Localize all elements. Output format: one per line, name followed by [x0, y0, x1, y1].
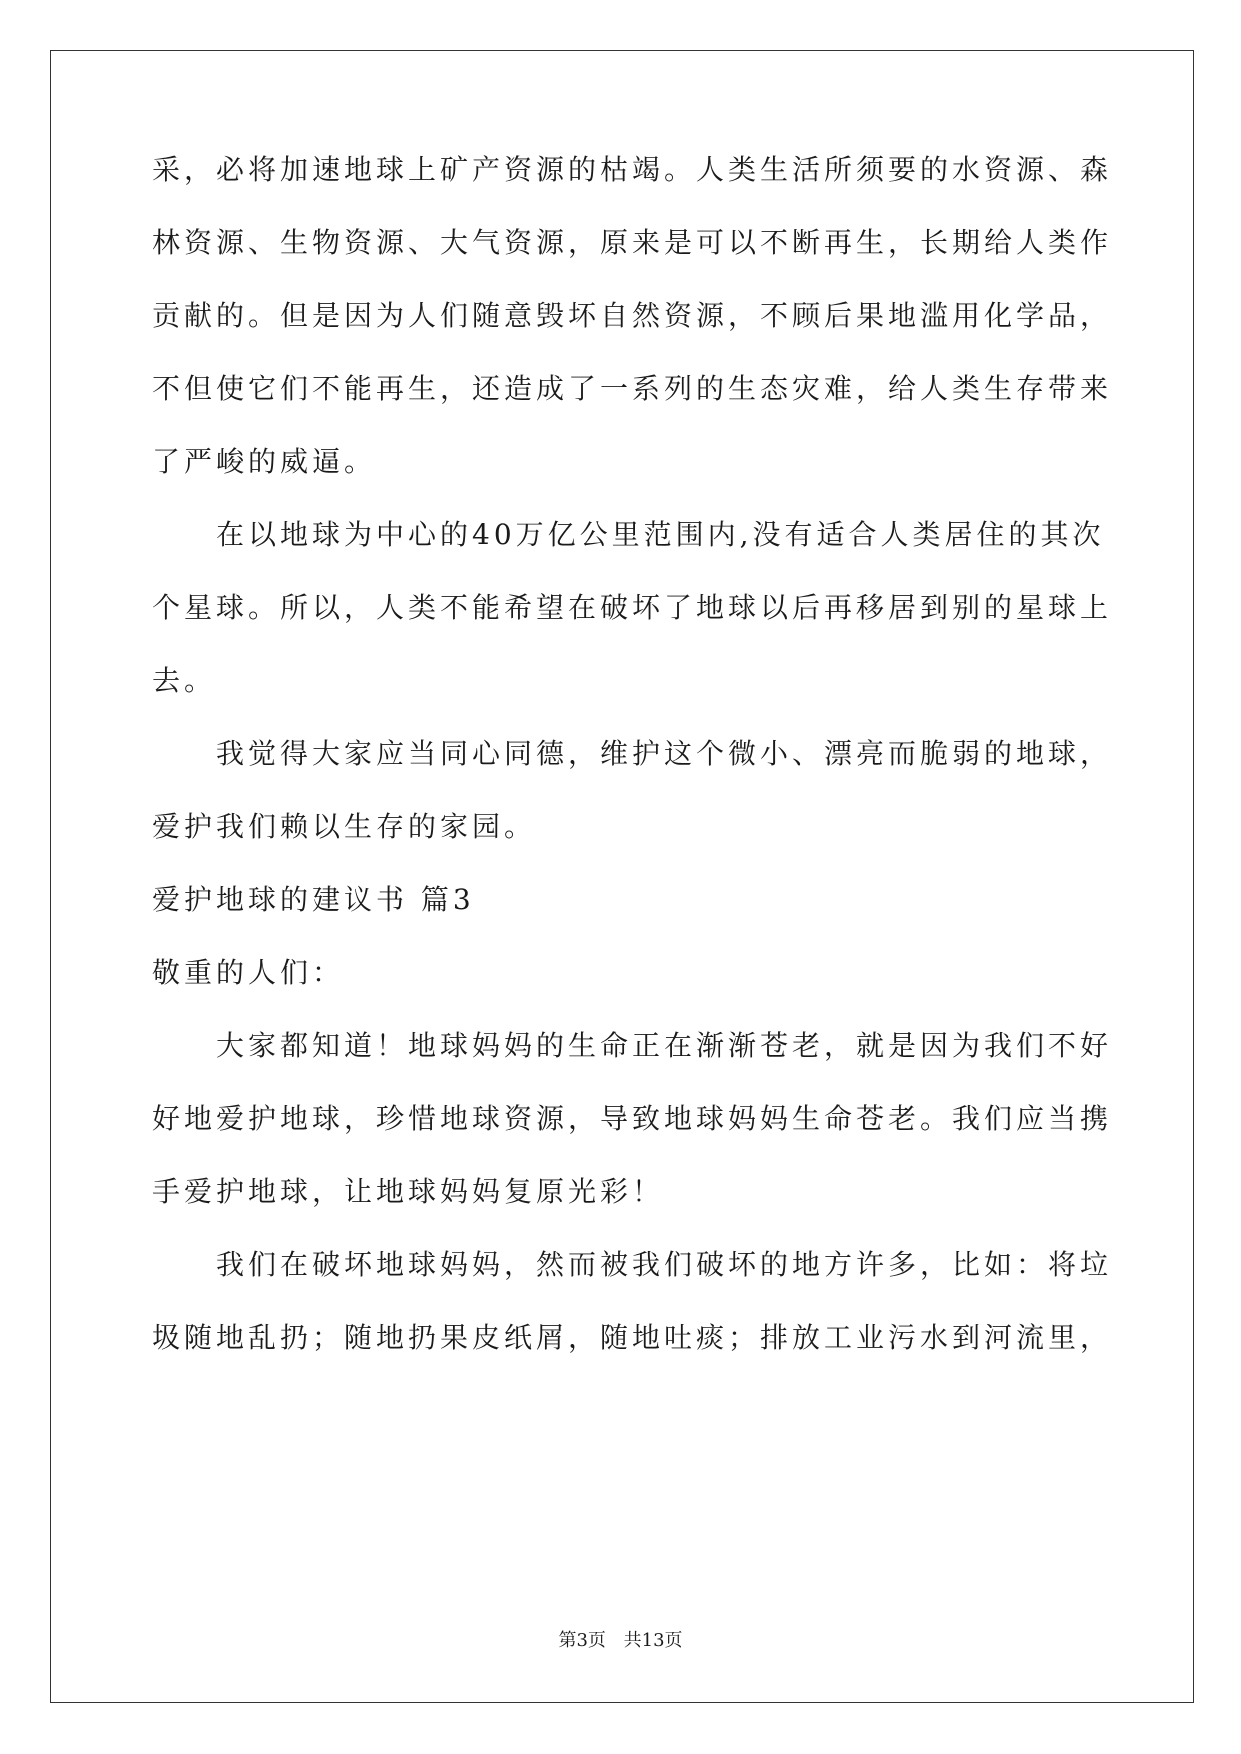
paragraph-first-line: 大家都知道！地球妈妈的生命正在渐渐苍老，就是因为我们不好: [216, 1029, 1113, 1062]
text-line: 圾随地乱扔；随地扔果皮纸屑，随地吐痰；排放工业污水到河流里，: [152, 1321, 1113, 1354]
paragraph-first-line: 我们在破坏地球妈妈，然而被我们破坏的地方许多，比如：将垃: [216, 1248, 1113, 1281]
page-number: 第3页: [558, 1630, 606, 1651]
page-total: 共13页: [623, 1630, 683, 1651]
paragraph-first-line: 我觉得大家应当同心同德，维护这个微小、漂亮而脆弱的地球，: [216, 737, 1113, 770]
text-line: 去。: [152, 664, 217, 697]
text-line: 爱护我们赖以生存的家园。: [152, 810, 537, 843]
text-line: 采，必将加速地球上矿产资源的枯竭。人类生活所须要的水资源、森: [152, 153, 1113, 186]
text-line: 个星球。所以，人类不能希望在破坏了地球以后再移居到别的星球上: [152, 591, 1113, 624]
section-heading: 爱护地球的建议书 篇3: [152, 883, 475, 916]
paragraph-first-line: 在以地球为中心的40万亿公里范围内,没有适合人类居住的其次: [216, 518, 1105, 551]
page-footer: [0, 1626, 1241, 1652]
text-line: 林资源、生物资源、大气资源，原来是可以不断再生，长期给人类作: [152, 226, 1113, 259]
salutation: 敬重的人们：: [152, 956, 345, 989]
text-line: 手爱护地球，让地球妈妈复原光彩！: [152, 1175, 665, 1208]
text-line: 不但使它们不能再生，还造成了一系列的生态灾难，给人类生存带来: [152, 372, 1113, 405]
text-line: 了严峻的威逼。: [152, 445, 377, 478]
text-line: 好地爱护地球，珍惜地球资源，导致地球妈妈生命苍老。我们应当携: [152, 1102, 1113, 1135]
text-line: 贡献的。但是因为人们随意毁坏自然资源，不顾后果地滥用化学品，: [152, 299, 1113, 332]
